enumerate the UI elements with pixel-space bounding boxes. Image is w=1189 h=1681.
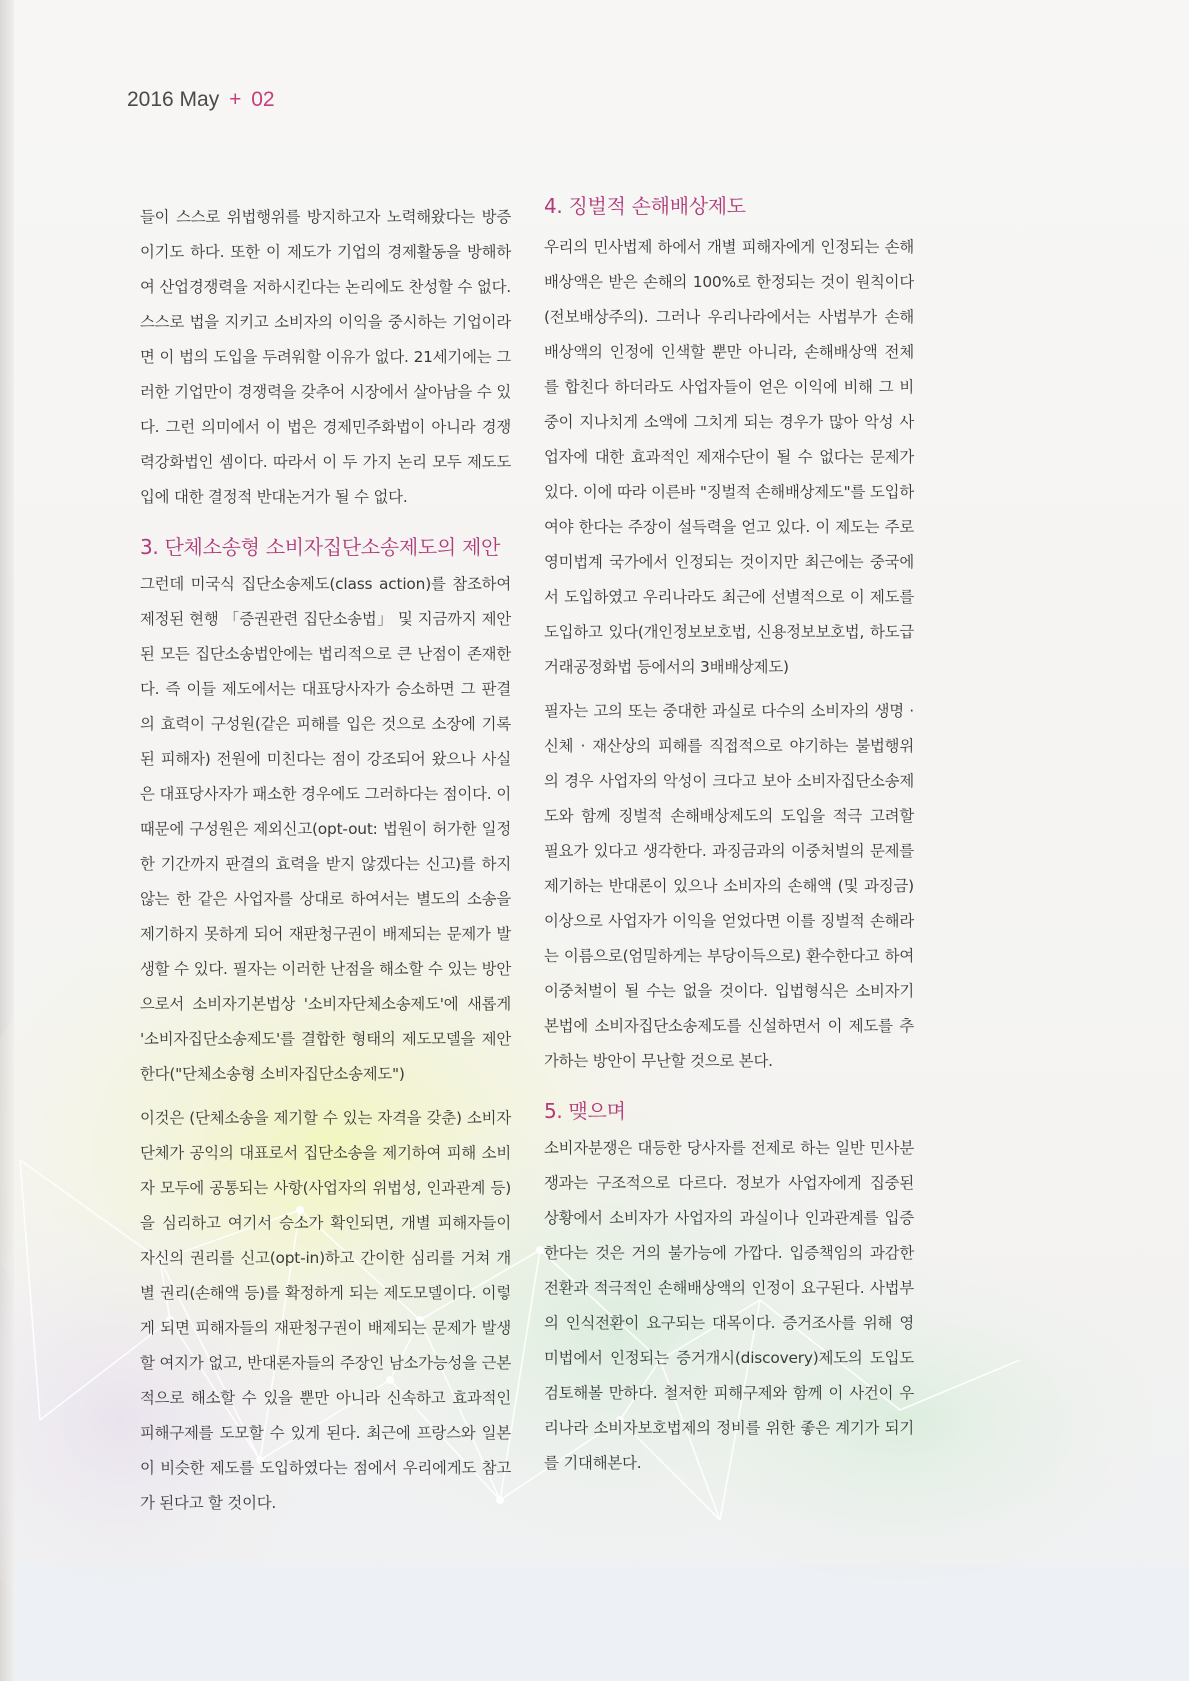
page-number: 02 (251, 88, 275, 111)
header-plus: + (229, 88, 242, 111)
section-5-heading: 5. 맺으며 (544, 1099, 626, 1123)
paragraph: 그런데 미국식 집단소송제도(class action)를 참조하여 제정된 현행 「증권관련 집단소송법」 및 지금까지 제안된 모든 집단소송법안에는 법리적으로 큰 난점이 존재한다. 즉 이들 제도에서는 대표당사자가 승소하면 그 판결의 효력이 구성원(같은 피해를 입은 것으로 소장에 기록된 피해자) 전원에 미친다는 점이 강조되어 왔으나 사실은 대표당사자가 패소한 경우에도 그러하다는 점이다. 이 때문에 구성원은 제외신고(opt-out: 법원이 허가한 일정한 기간까지 판결의 효력을 받지 않겠다는 신고)를 하지 않는 한 같은 사업자를 상대로 하여서는 별도의 소송을 제기하지 못하게 되어 재판청구권이 배제되는 문제가 발생할 수 있다. 필자는 이러한 난점을 해소할 수 있는 방안으로서 소비자기본법상 '소비자단체소송제도'에 새롭게 '소비자집단소송제도'를 결합한 형태의 제도모델을 제안한다("단체소송형 소비자집단소송제도") (140, 575, 511, 1083)
issue-date: 2016 May (127, 88, 220, 111)
paragraph: 이것은 (단체소송을 제기할 수 있는 자격을 갖춘) 소비자단체가 공익의 대표로서 집단소송을 제기하여 피해 소비자 모두에 공통되는 사항(사업자의 위법성, 인과관계 등)을 심리하고 여기서 승소가 확인되면, 개별 피해자들이 자신의 권리를 신고(opt-in)하고 간이한 심리를 거쳐 개별 권리(손해액 등)를 확정하게 되는 제도모델이다. 이렇게 되면 피해자들의 재판청구권이 배제되는 문제가 발생할 여지가 없고, 반대론자들의 주장인 남소가능성을 근본적으로 해소할 수 있을 뿐만 아니라 신속하고 효과적인 피해구제를 도모할 수 있게 된다. 최근에 프랑스와 일본이 비슷한 제도를 도입하였다는 점에서 우리에게도 참고가 된다고 할 것이다. (140, 1109, 511, 1512)
paragraph: 우리의 민사법제 하에서 개별 피해자에게 인정되는 손해배상액은 받은 손해의 100%로 한정되는 것이 원칙이다(전보배상주의). 그러나 우리나라에서는 사법부가 손해배상액의 인정에 인색할 뿐만 아니라, 손해배상액 전체를 합친다 하더라도 사업자들이 얻은 이익에 비해 그 비중이 지나치게 소액에 그치게 되는 경우가 많아 악성 사업자에 대한 효과적인 제재수단이 될 수 없다는 문제가 있다. 이에 따라 이른바 "징벌적 손해배상제도"를 도입하여야 한다는 주장이 설득력을 얻고 있다. 이 제도는 주로 영미법계 국가에서 인정되는 것이지만 최근에는 중국에서 도입하였고 우리나라도 최근에 선별적으로 이 제도를 도입하고 있다(개인정보보호법, 신용정보보호법, 하도급거래공정화법 등에서의 3배배상제도) (544, 238, 914, 676)
section-4-heading: 4. 징벌적 손해배상제도 (544, 194, 746, 218)
right-column (544, 194, 914, 1490)
paragraph: 소비자분쟁은 대등한 당사자를 전제로 하는 일반 민사분쟁과는 구조적으로 다르다. 정보가 사업자에게 집중된 상황에서 소비자가 사업자의 과실이나 인과관계를 입증한다는 것은 거의 불가능에 가깝다. 입증책임의 과감한 전환과 적극적인 손해배상액의 인정이 요구된다. 사법부의 인식전환이 요구되는 대목이다. 증거조사를 위해 영미법에서 인정되는 증거개시(discovery)제도의 도입도 검토해볼 만하다. 철저한 피해구제와 함께 이 사건이 우리나라 소비자보호법제의 정비를 위한 좋은 계기가 되기를 기대해본다. (544, 1139, 914, 1472)
paragraph: 필자는 고의 또는 중대한 과실로 다수의 소비자의 생명 · 신체 · 재산상의 피해를 직접적으로 야기하는 불법행위의 경우 사업자의 악성이 크다고 보아 소비자집단소송제도와 함께 징벌적 손해배상제도의 도입을 적극 고려할 필요가 있다고 생각한다. 과징금과의 이중처벌의 문제를 제기하는 반대론이 있으나 소비자의 손해액 (및 과징금) 이상으로 사업자가 이익을 얻었다면 이를 징벌적 손해라는 이름으로(엄밀하게는 부당이득으로) 환수한다고 하여 이중처벌이 될 수는 없을 것이다. 입법형식은 소비자기본법에 소비자집단소송제도를 신설하면서 이 제도를 추가하는 방안이 무난할 것으로 본다. (544, 702, 914, 1070)
paragraph: 들이 스스로 위법행위를 방지하고자 노력해왔다는 방증이기도 하다. 또한 이 제도가 기업의 경제활동을 방해하여 산업경쟁력을 저하시킨다는 논리에도 찬성할 수 없다. 스스로 법을 지키고 소비자의 이익을 중시하는 기업이라면 이 법의 도입을 두려워할 이유가 없다. 21세기에는 그러한 기업만이 경쟁력을 갖추어 시장에서 살아남을 수 있다. 그런 의미에서 이 법은 경제민주화법이 아니라 경쟁력강화법인 셈이다. 따라서 이 두 가지 논리 모두 제도도입에 대한 결정적 반대논거가 될 수 없다. (140, 208, 511, 506)
page-header (127, 88, 275, 112)
section-3-heading: 3. 단체소송형 소비자집단소송제도의 제안 (140, 535, 500, 559)
left-column (140, 200, 511, 1530)
